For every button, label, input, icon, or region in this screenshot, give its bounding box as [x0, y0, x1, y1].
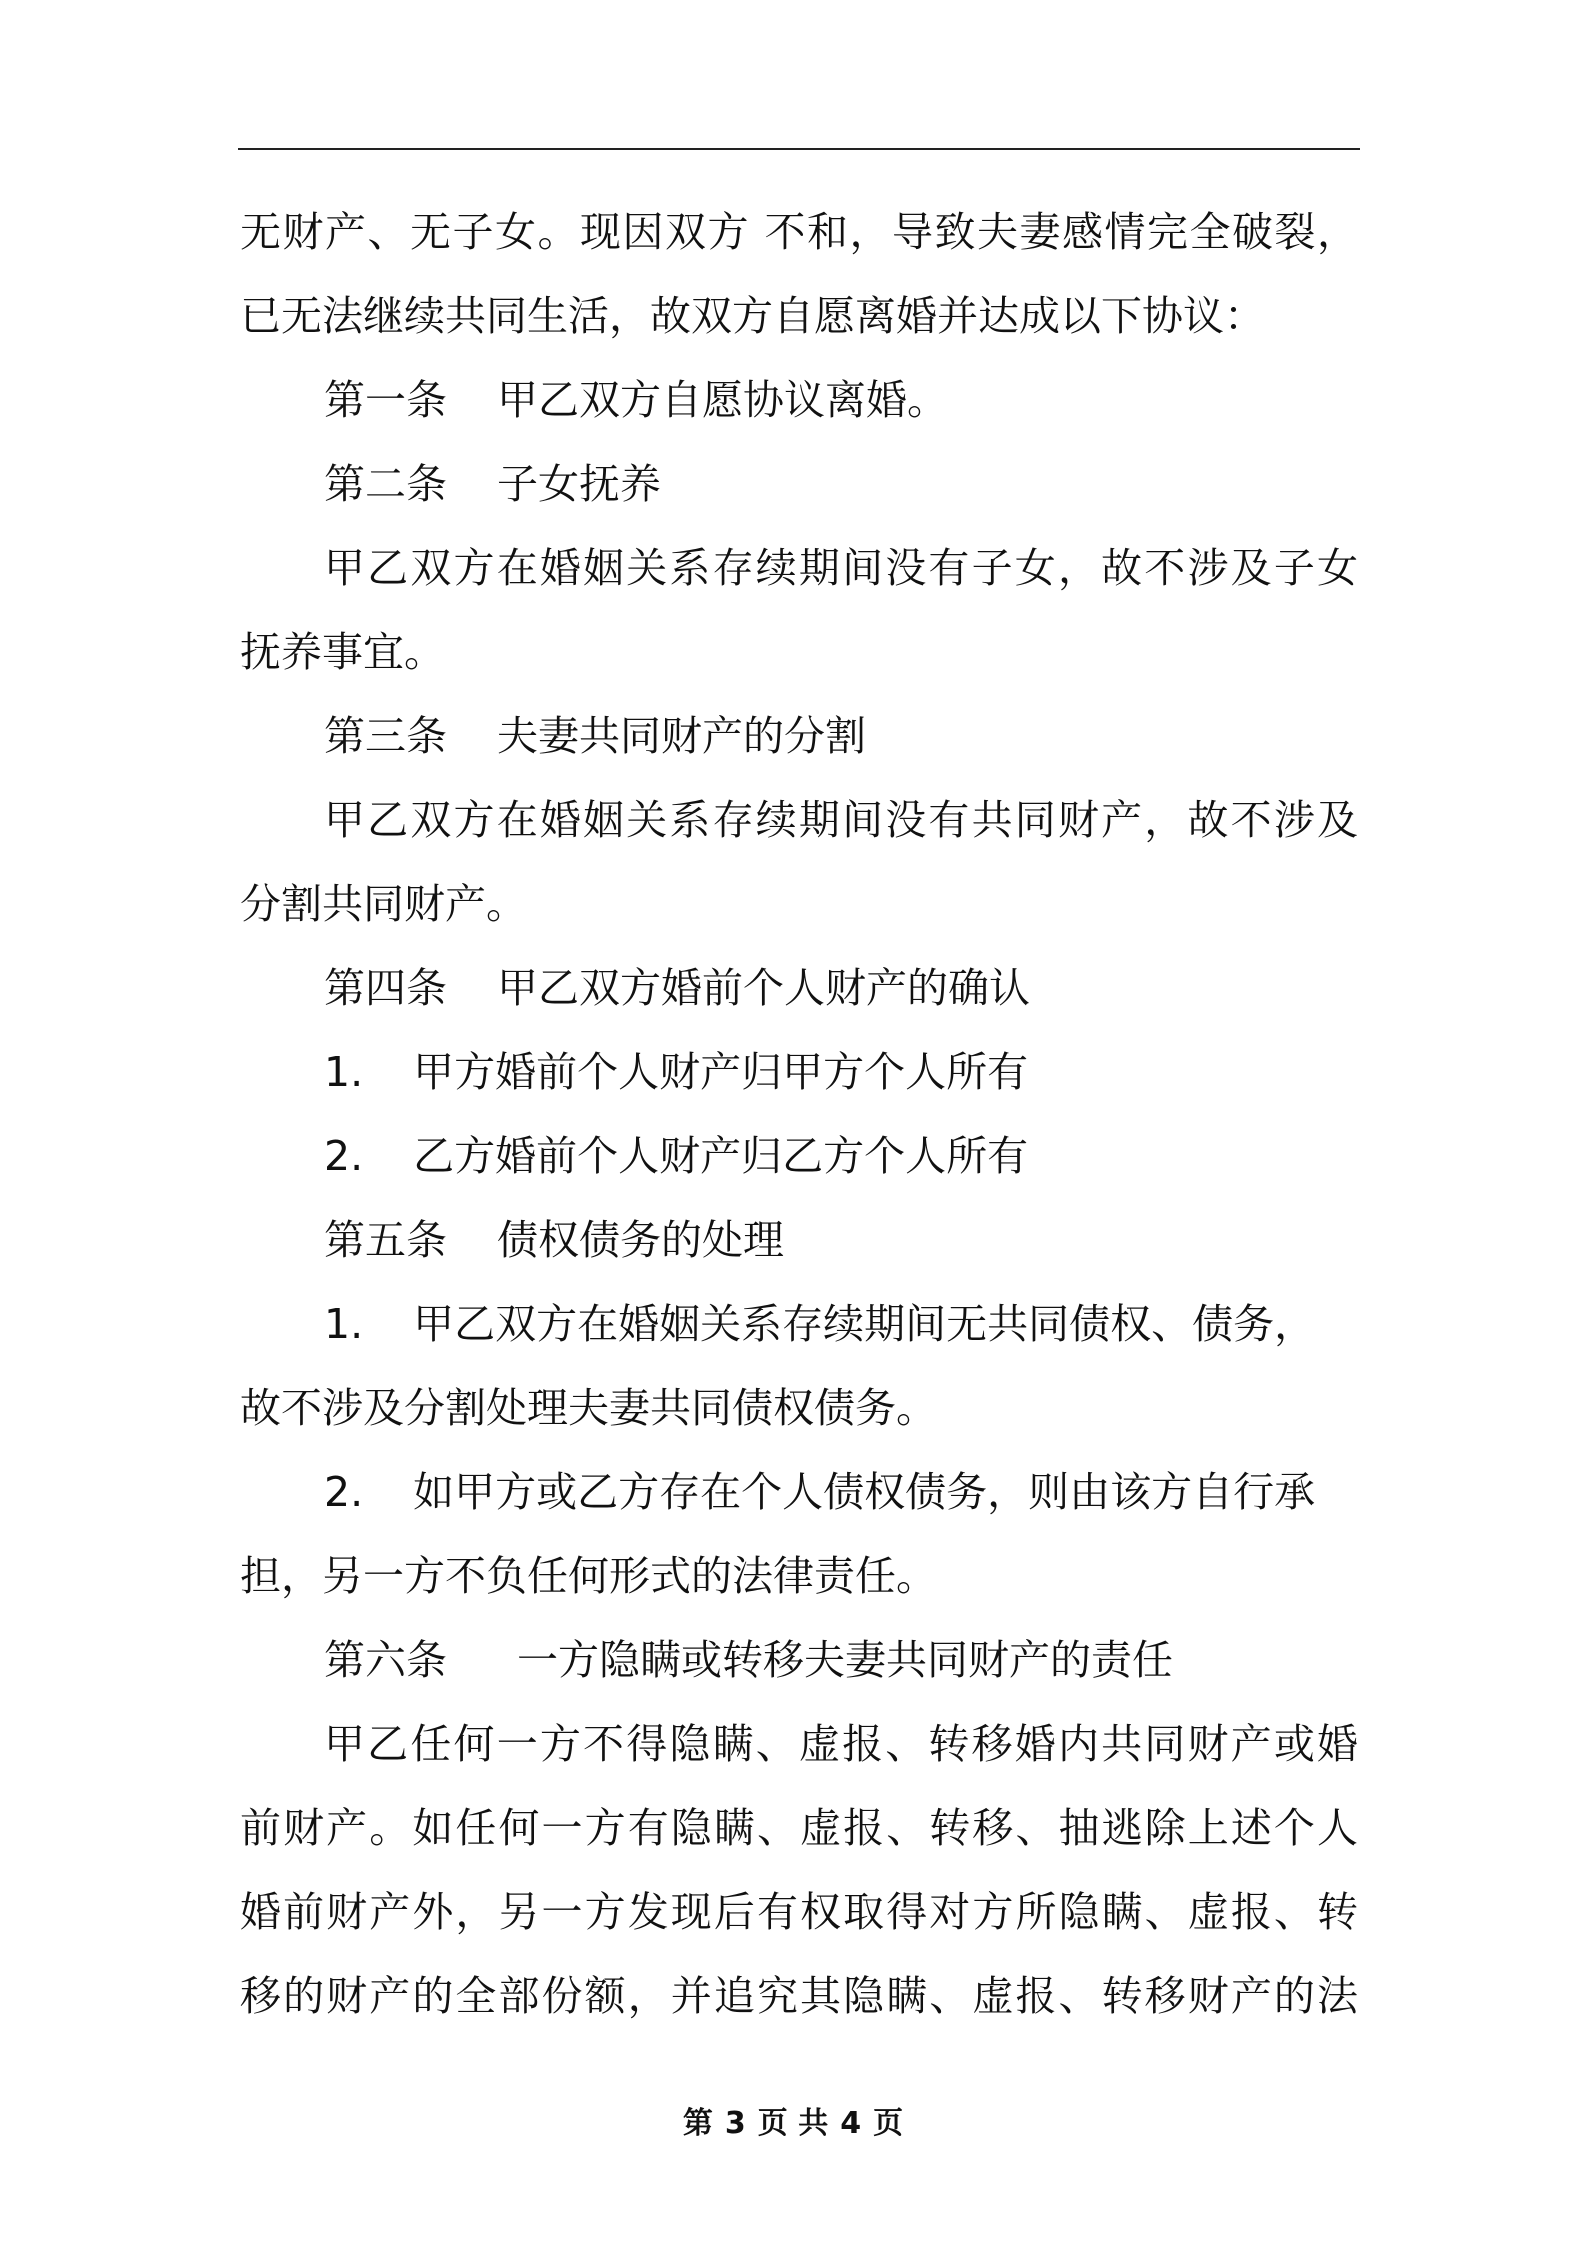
text-line: 抚养事宜。	[240, 628, 445, 676]
article-number: 第五条	[324, 1216, 447, 1264]
list-text: 甲方婚前个人财产归甲方个人所有	[413, 1048, 1029, 1096]
article-number: 第三条	[324, 712, 447, 760]
text-line: 前财产。如任何一方有隐瞒、虚报、转移、抽逃除上述个人	[240, 1804, 1358, 1852]
text-line: 无财产、无子女。现因双方 不和，导致夫妻感情完全破裂，	[240, 208, 1358, 256]
article-heading	[240, 1618, 1358, 1702]
article-number: 第四条	[324, 964, 447, 1012]
text-line: 分割共同财产。	[240, 880, 527, 928]
footer-suffix: 页	[873, 2106, 904, 2141]
article-title: 债权债务的处理	[497, 1216, 784, 1264]
document-body	[240, 190, 1358, 2038]
text-line: 担，另一方不负任何形式的法律责任。	[240, 1552, 937, 1600]
list-item	[240, 1450, 1358, 1534]
text-line: 故不涉及分割处理夫妻共同债权债务。	[240, 1384, 937, 1432]
article-number: 第一条	[324, 376, 447, 424]
article-title: 甲乙双方婚前个人财产的确认	[497, 964, 1030, 1012]
article-title: 夫妻共同财产的分割	[497, 712, 866, 760]
text-line: 甲乙任何一方不得隐瞒、虚报、转移婚内共同财产或婚	[324, 1720, 1358, 1768]
total-pages-number: 4	[840, 2106, 862, 2141]
list-number: 1.	[324, 1048, 364, 1096]
header-rule	[238, 148, 1360, 150]
list-item	[240, 1030, 1358, 1114]
list-number: 2.	[324, 1132, 364, 1180]
current-page-number: 3	[724, 2106, 746, 2141]
text-line: 已无法继续共同生活，故双方自愿离婚并达成以下协议：	[240, 292, 1265, 340]
footer-mid: 页 共	[757, 2106, 829, 2141]
list-item	[240, 1114, 1358, 1198]
list-number: 1.	[324, 1300, 364, 1348]
list-text: 乙方婚前个人财产归乙方个人所有	[413, 1132, 1029, 1180]
text-line: 甲乙双方在婚姻关系存续期间没有共同财产，故不涉及	[324, 796, 1358, 844]
article-number: 第六条	[324, 1636, 447, 1684]
footer-prefix: 第	[682, 2106, 713, 2141]
text-line: 移的财产的全部份额，并追究其隐瞒、虚报、转移财产的法	[240, 1972, 1358, 2020]
list-text: 甲乙双方在婚姻关系存续期间无共同债权、债务，	[413, 1300, 1316, 1348]
text-line: 婚前财产外，另一方发现后有权取得对方所隐瞒、虚报、转	[240, 1888, 1358, 1936]
list-item	[240, 1282, 1358, 1366]
article-heading	[240, 358, 1358, 442]
list-text: 如甲方或乙方存在个人债权债务，则由该方自行承	[413, 1468, 1316, 1516]
list-number: 2.	[324, 1468, 364, 1516]
article-title: 一方隐瞒或转移夫妻共同财产的责任	[517, 1636, 1173, 1684]
article-title: 子女抚养	[497, 460, 661, 508]
article-heading	[240, 946, 1358, 1030]
article-heading	[240, 694, 1358, 778]
article-number: 第二条	[324, 460, 447, 508]
article-heading	[240, 442, 1358, 526]
article-title: 甲乙双方自愿协议离婚。	[497, 376, 948, 424]
article-heading	[240, 1198, 1358, 1282]
page-footer	[0, 2098, 1586, 2142]
text-line: 甲乙双方在婚姻关系存续期间没有子女，故不涉及子女	[324, 544, 1358, 592]
